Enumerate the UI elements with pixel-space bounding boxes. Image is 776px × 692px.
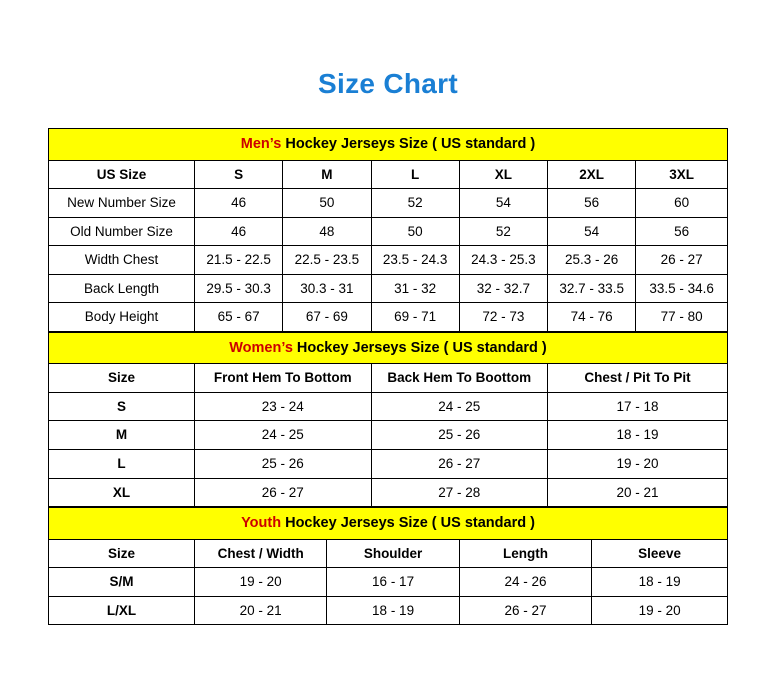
table-cell: 32.7 - 33.5 xyxy=(548,274,636,303)
table-row xyxy=(49,596,728,625)
table-cell: 25.3 - 26 xyxy=(548,246,636,275)
womens-banner-row xyxy=(49,332,728,364)
row-label: M xyxy=(49,421,195,450)
table-cell: 54 xyxy=(548,217,636,246)
table-cell: 25 - 26 xyxy=(371,421,548,450)
youth-header-cell: Sleeve xyxy=(592,539,728,568)
table-cell: 19 - 20 xyxy=(548,449,728,478)
table-cell: 21.5 - 22.5 xyxy=(194,246,282,275)
womens-header-cell: Back Hem To Boottom xyxy=(371,364,548,393)
row-label: Width Chest xyxy=(49,246,195,275)
row-label: XL xyxy=(49,478,195,507)
mens-header-cell: S xyxy=(194,160,282,189)
table-cell: 50 xyxy=(371,217,459,246)
table-cell: 30.3 - 31 xyxy=(283,274,371,303)
mens-header-cell: XL xyxy=(459,160,547,189)
mens-header-row xyxy=(49,160,728,189)
table-row xyxy=(49,189,728,218)
youth-banner-rest: Hockey Jerseys Size ( US standard ) xyxy=(281,515,535,532)
table-cell: 24 - 25 xyxy=(371,392,548,421)
row-label: L xyxy=(49,449,195,478)
table-cell: 72 - 73 xyxy=(459,303,547,332)
mens-size-table xyxy=(48,128,728,332)
womens-header-cell: Front Hem To Bottom xyxy=(194,364,371,393)
youth-size-table xyxy=(48,507,728,625)
table-cell: 56 xyxy=(636,217,728,246)
table-cell: 48 xyxy=(283,217,371,246)
table-cell: 52 xyxy=(371,189,459,218)
table-cell: 24 - 26 xyxy=(459,568,591,597)
womens-header-cell: Chest / Pit To Pit xyxy=(548,364,728,393)
table-cell: 24.3 - 25.3 xyxy=(459,246,547,275)
table-cell: 29.5 - 30.3 xyxy=(194,274,282,303)
table-row xyxy=(49,449,728,478)
youth-header-cell: Size xyxy=(49,539,195,568)
mens-banner-row xyxy=(49,129,728,161)
table-cell: 18 - 19 xyxy=(327,596,459,625)
row-label: Old Number Size xyxy=(49,217,195,246)
table-cell: 20 - 21 xyxy=(194,596,326,625)
table-cell: 19 - 20 xyxy=(592,596,728,625)
womens-banner-cell xyxy=(49,332,728,364)
mens-header-cell: US Size xyxy=(49,160,195,189)
table-cell: 26 - 27 xyxy=(371,449,548,478)
table-cell: 19 - 20 xyxy=(194,568,326,597)
table-cell: 46 xyxy=(194,189,282,218)
mens-header-cell: 3XL xyxy=(636,160,728,189)
table-cell: 18 - 19 xyxy=(548,421,728,450)
table-cell: 25 - 26 xyxy=(194,449,371,478)
row-label: New Number Size xyxy=(49,189,195,218)
table-cell: 69 - 71 xyxy=(371,303,459,332)
table-cell: 24 - 25 xyxy=(194,421,371,450)
table-cell: 23.5 - 24.3 xyxy=(371,246,459,275)
table-row xyxy=(49,421,728,450)
table-row xyxy=(49,478,728,507)
table-cell: 26 - 27 xyxy=(459,596,591,625)
womens-header-cell: Size xyxy=(49,364,195,393)
table-cell: 20 - 21 xyxy=(548,478,728,507)
table-cell: 56 xyxy=(548,189,636,218)
youth-header-cell: Shoulder xyxy=(327,539,459,568)
table-row xyxy=(49,303,728,332)
womens-header-row xyxy=(49,364,728,393)
mens-header-cell: M xyxy=(283,160,371,189)
table-row xyxy=(49,274,728,303)
row-label: L/XL xyxy=(49,596,195,625)
page-title: Size Chart xyxy=(318,68,458,99)
youth-banner-cell xyxy=(49,508,728,540)
youth-header-row xyxy=(49,539,728,568)
table-cell: 22.5 - 23.5 xyxy=(283,246,371,275)
table-cell: 17 - 18 xyxy=(548,392,728,421)
row-label: S/M xyxy=(49,568,195,597)
table-cell: 18 - 19 xyxy=(592,568,728,597)
table-row xyxy=(49,246,728,275)
table-cell: 46 xyxy=(194,217,282,246)
size-tables-container xyxy=(48,100,728,625)
womens-banner-accent: Women’s xyxy=(229,339,293,356)
mens-banner-accent: Men’s xyxy=(240,136,282,152)
youth-header-cell: Chest / Width xyxy=(194,539,326,568)
table-cell: 31 - 32 xyxy=(371,274,459,303)
table-row xyxy=(49,217,728,246)
womens-banner-rest: Hockey Jerseys Size ( US standard ) xyxy=(292,339,547,356)
table-cell: 52 xyxy=(459,217,547,246)
table-cell: 60 xyxy=(636,189,728,218)
youth-banner-row xyxy=(49,508,728,540)
mens-header-cell: 2XL xyxy=(548,160,636,189)
table-cell: 54 xyxy=(459,189,547,218)
table-cell: 26 - 27 xyxy=(194,478,371,507)
youth-banner-accent: Youth xyxy=(241,515,282,532)
table-cell: 74 - 76 xyxy=(548,303,636,332)
youth-header-cell: Length xyxy=(459,539,591,568)
mens-banner-cell xyxy=(49,129,728,161)
table-cell: 32 - 32.7 xyxy=(459,274,547,303)
mens-banner-rest: Hockey Jerseys Size ( US standard ) xyxy=(281,136,536,152)
table-cell: 33.5 - 34.6 xyxy=(636,274,728,303)
row-label: Back Length xyxy=(49,274,195,303)
table-row xyxy=(49,392,728,421)
table-cell: 27 - 28 xyxy=(371,478,548,507)
table-cell: 16 - 17 xyxy=(327,568,459,597)
womens-size-table xyxy=(48,332,728,507)
table-cell: 67 - 69 xyxy=(283,303,371,332)
row-label: Body Height xyxy=(49,303,195,332)
mens-header-cell: L xyxy=(371,160,459,189)
table-cell: 65 - 67 xyxy=(194,303,282,332)
table-cell: 50 xyxy=(283,189,371,218)
table-cell: 23 - 24 xyxy=(194,392,371,421)
table-row xyxy=(49,568,728,597)
row-label: S xyxy=(49,392,195,421)
table-cell: 77 - 80 xyxy=(636,303,728,332)
table-cell: 26 - 27 xyxy=(636,246,728,275)
